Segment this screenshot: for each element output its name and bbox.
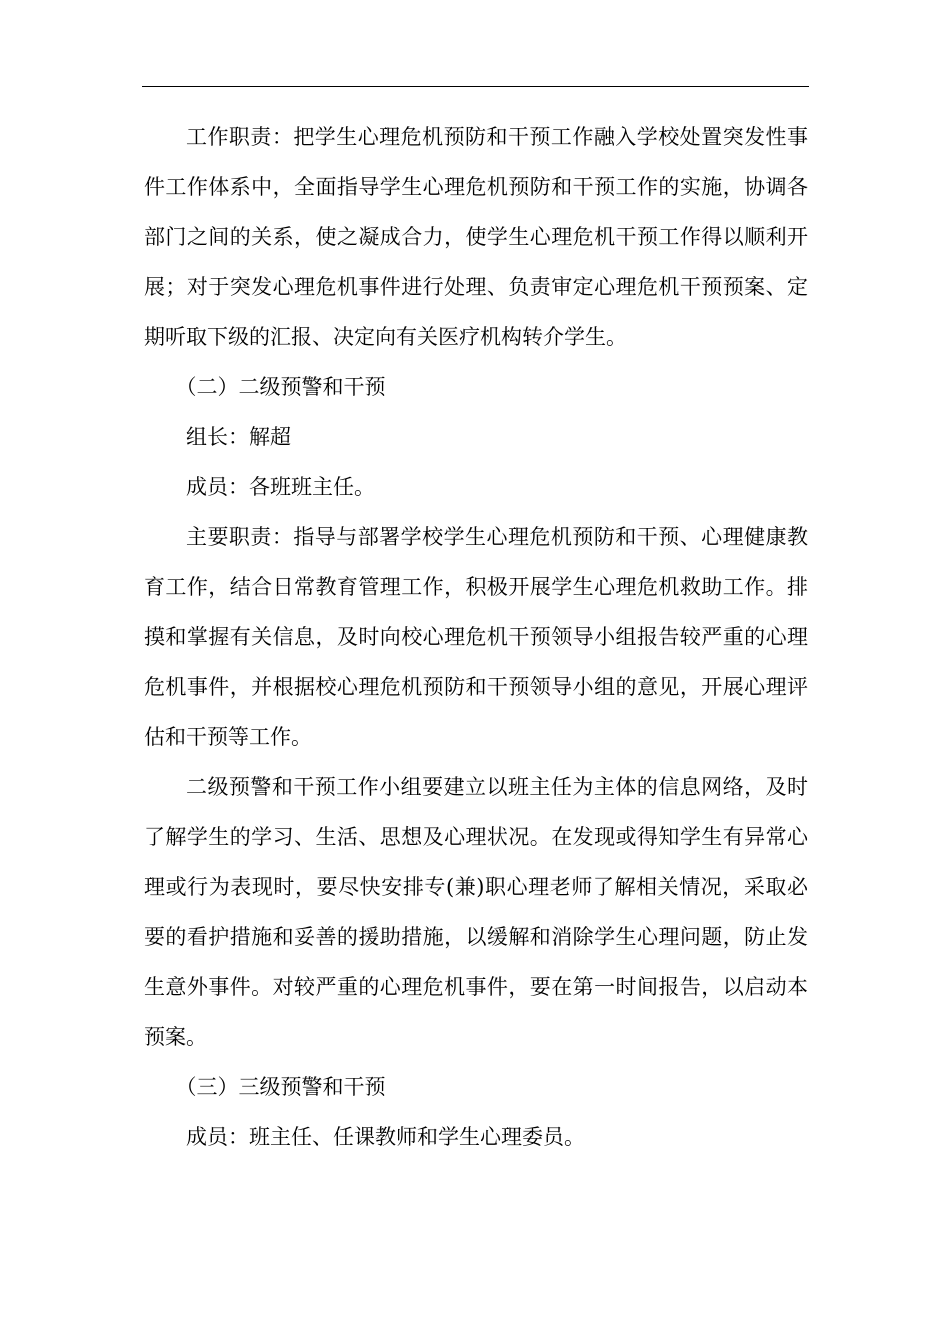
- section-heading-level-2: （二）二级预警和干预: [175, 375, 386, 399]
- section-heading-level-3: （三）三级预警和干预: [175, 1075, 386, 1099]
- paragraph-level-2-network: 二级预警和干预工作小组要建立以班主任为主体的信息网络，及时了解学生的学习、生活、思想及心理状况。在发现或得知学生有异常心理或行为表现时，要尽快安排专(兼)职心理老师了解相关情况，采取必要的看护措施和妥善的援助措施，以缓解和消除学生心理问题，防止发生意外事件。对较严重的心理危机事件，要在第一时间报告，以启动本预案。: [144, 775, 808, 1049]
- paragraph-members-level-2: 成员：各班班主任。: [186, 475, 375, 499]
- paragraph-main-duties-level-2: 主要职责：指导与部署学校学生心理危机预防和干预、心理健康教育工作，结合日常教育管理工作，积极开展学生心理危机救助工作。排摸和掌握有关信息，及时向校心理危机干预领导小组报告较严重的心理危机事件，并根据校心理危机预防和干预领导小组的意见，开展心理评估和干预等工作。: [144, 525, 808, 749]
- paragraph-members-level-3: 成员：班主任、任课教师和学生心理委员。: [186, 1125, 585, 1149]
- paragraph-group-leader: 组长：解超: [186, 425, 291, 449]
- document-body: [144, 112, 808, 1162]
- header-rule: [142, 86, 809, 87]
- paragraph-duties-level-1: 工作职责：把学生心理危机预防和干预工作融入学校处置突发性事件工作体系中，全面指导学生心理危机预防和干预工作的实施，协调各部门之间的关系，使之凝成合力，使学生心理危机干预工作得以顺利开展；对于突发心理危机事件进行处理、负责审定心理危机干预预案、定期听取下级的汇报、决定向有关医疗机构转介学生。: [144, 125, 808, 349]
